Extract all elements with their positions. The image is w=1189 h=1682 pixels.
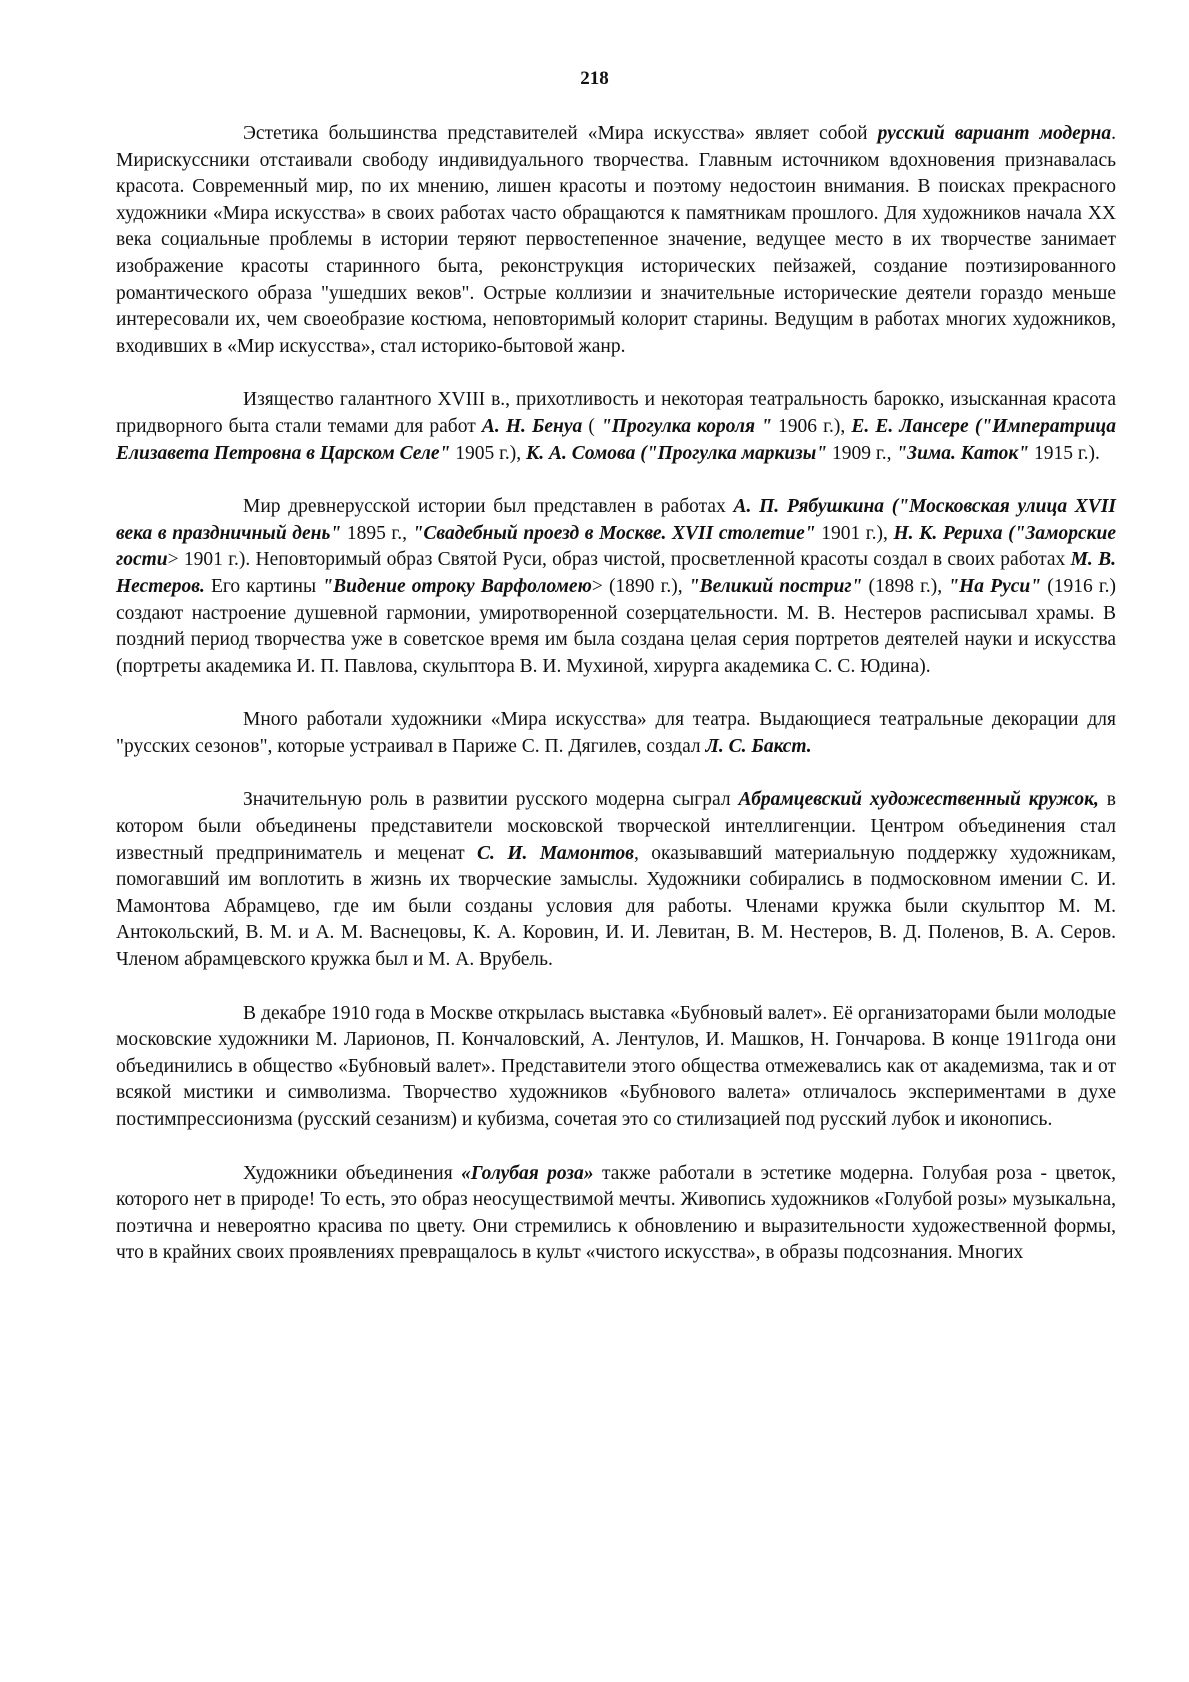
emphasis-text: «Голубая роза» bbox=[461, 1162, 594, 1184]
paragraph-6 bbox=[116, 1001, 1116, 1134]
emphasis-text: Н. К. Рериха ("Заморские гости bbox=[116, 522, 1117, 571]
body-text: 1915 г.). bbox=[1029, 442, 1100, 464]
body-text: Мир древнерусской истории был представлен в работах bbox=[243, 496, 734, 518]
body-text: Изящество галантного XVIII в., прихотливость и некоторая театральность барокко, изысканная красота придворного быта стали темами для работ bbox=[116, 389, 1116, 437]
body-text: в котором были объединены представители московской творческой интеллигенции. Центром объединения стал известный предприниматель и меценат bbox=[116, 789, 1117, 864]
body-text: Много работали художники «Мира искусства» для театра. Выдающиеся театральные декорации для "русских сезонов", которые устраивал в Париже С. П. Дягилев, создал bbox=[116, 709, 1116, 757]
document-body bbox=[116, 121, 1116, 1294]
body-text: ( bbox=[582, 415, 601, 437]
body-text: Эстетика большинства представителей «Мира искусства» являет собой bbox=[243, 123, 878, 144]
emphasis-text: К. А. Сомова ("Прогулка маркизы" bbox=[526, 442, 828, 464]
emphasis-text: С. И. Мамонтов bbox=[477, 842, 634, 864]
emphasis-text: "Видение отроку Варфоломею bbox=[322, 575, 592, 597]
body-text: Значительную роль в развитии русского модерна сыграл bbox=[243, 789, 739, 811]
body-text: . Мирискуссники отстаивали свободу индивидуального творчества. Главным источником вдохновения признавалась красота. Современный мир, по их мнению, лишен красоты и поэтому недостоин внимания. В поисках прекрасного художники «Мира искусства» в своих работах часто обращаются к памятникам прошлого. Для художников начала XX века социальные проблемы в истории теряют первостепенное значение, ведущее место в их творчестве занимает изображение красоты старинного быта, реконструкция исторических пейзажей, создание поэтизированного романтического образа "ушедших веков". Острые коллизии и значительные исторические деятели гораздо меньше интересовали их, чем своеобразие костюма, неповторимый колорит старины. Ведущим в работах многих художников, входивших в «Мир искусства», стал историко-бытовой жанр. bbox=[116, 123, 1116, 357]
body-text: 1906 г.), bbox=[771, 415, 852, 437]
emphasis-text: "Прогулка короля " bbox=[600, 415, 772, 437]
emphasis-text: А. Н. Бенуа bbox=[481, 415, 583, 437]
body-text: 1905 г.), bbox=[450, 442, 527, 464]
body-text: 1909 г., bbox=[827, 442, 897, 464]
body-text: > 1901 г.). Неповторимый образ Святой Руси, образ чистой, просветленной красоты создал в своих работах bbox=[167, 549, 1071, 571]
page-number: 218 bbox=[580, 68, 609, 89]
body-text: (1916 г.) создают настроение душевной гармонии, умиротворенной созерцательности. М. В. Нестеров расписывал храмы. В поздний период творчества уже в советское время им была создана целая серия портретов деятелей науки и искусства (портреты академика И. П. Павлова, скульптора В. И. Мухиной, хирурга академика С. С. Юдина). bbox=[116, 575, 1117, 677]
body-text: 1895 г., bbox=[341, 522, 413, 544]
emphasis-text: "На Руси" bbox=[948, 575, 1042, 597]
body-text: 1901 г.), bbox=[815, 522, 894, 544]
emphasis-text: А. П. Рябушкина ("Московская улица XVII века в праздничный день" bbox=[116, 496, 1116, 544]
paragraph-7 bbox=[116, 1161, 1116, 1267]
body-text: , оказывавший материальную поддержку художникам, помогавший им воплотить в жизнь их творческие замыслы. Художники собирались в подмосковном имении С. И. Мамонтова Абрамцево, где им были созданы условия для работы. Членами кружка были скульптор М. М. Антокольский, В. М. и А. М. Васнецовы, К. А. Коровин, И. И. Левитан, В. М. Нестеров, В. Д. Поленов, В. А. Серов. Членом абрамцевского кружка был и М. А. Врубель. bbox=[116, 842, 1116, 971]
paragraph-4 bbox=[116, 707, 1116, 760]
paragraph-1 bbox=[116, 121, 1116, 360]
body-text: Его картины bbox=[204, 575, 323, 597]
paragraph-2 bbox=[116, 387, 1116, 467]
body-text: > (1890 г.), bbox=[591, 575, 689, 597]
paragraph-5 bbox=[116, 787, 1116, 973]
body-text: также работали в эстетике модерна. Голубая роза - цветок, которого нет в природе! То есть, это образ неосуществимой мечты. Живопись художников «Голубой розы» музыкальна, поэтична и невероятно красива по цвету. Они стремились к обновлению и выразительности художественной формы, что в крайних своих проявлениях превращалось в культ «чистого искусства», в образы подсознания. Многих bbox=[116, 1162, 1116, 1264]
emphasis-text: "Великий постриг" bbox=[688, 575, 863, 597]
emphasis-text: "Зима. Каток" bbox=[896, 442, 1030, 464]
body-text: Художники объединения bbox=[243, 1162, 462, 1184]
emphasis-text: М. В. Нестеров. bbox=[116, 549, 1116, 597]
emphasis-text: Е. Е. Лансере ("Императрица Елизавета Петровна в Царском Селе" bbox=[116, 415, 1117, 464]
paragraph-3 bbox=[116, 494, 1116, 680]
emphasis-text: "Свадебный проезд в Москве. XVII столетие" bbox=[412, 522, 816, 544]
emphasis-text: русский вариант модерна bbox=[877, 123, 1112, 144]
body-text: В декабре 1910 года в Москве открылась выставка «Бубновый валет». Её организаторами были молодые московские художники М. Ларионов, П. Кончаловский, А. Лентулов, И. Машков, Н. Гончарова. В конце 1911года они объединились в общество «Бубновый валет». Представители этого общества отмежевались как от академизма, так и от всякой мистики и символизма. Творчество художников «Бубнового валета» отличалось экспериментами в духе постимпрессионизма (русский сезанизм) и кубизма, сочетая это со стилизацией под русский лубок и иконопись. bbox=[116, 1002, 1116, 1130]
emphasis-text: Л. С. Бакст. bbox=[705, 735, 812, 757]
body-text: (1898 г.), bbox=[862, 575, 949, 597]
emphasis-text: Абрамцевский художественный кружок, bbox=[738, 789, 1099, 811]
